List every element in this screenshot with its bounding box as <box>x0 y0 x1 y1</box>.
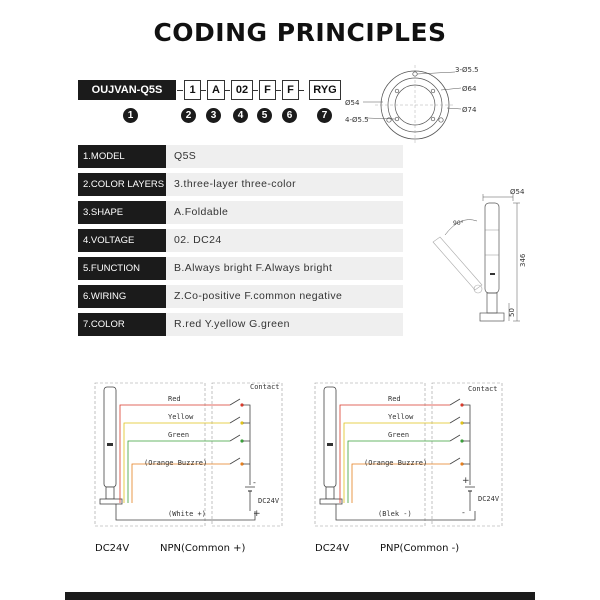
pnp-wire-label-yellow: Yellow <box>388 413 414 421</box>
pnp-supply-label: DC24V <box>478 495 500 503</box>
code-number-2: 2 <box>181 108 196 123</box>
npn-switch <box>230 399 240 405</box>
pnp-wire-label-buzzer: (Orange Buzzre) <box>364 459 428 467</box>
pnp-switch <box>450 399 460 405</box>
code-number-7: 7 <box>317 108 332 123</box>
spec-row-color <box>78 313 403 336</box>
pnp-tower-body <box>324 387 336 487</box>
npn-plus-sign: + <box>253 509 261 519</box>
hole-outer-label: 3-Ø5.5 <box>455 66 479 74</box>
npn-contact-label: Contact <box>250 383 280 391</box>
npn-bottom-left-label: DC24V <box>95 543 130 554</box>
tower-indicator <box>490 273 495 275</box>
spec-label: 7.COLOR <box>78 313 166 336</box>
mount-hole <box>395 117 399 121</box>
code-segment-color: RYG <box>309 80 341 100</box>
npn-wire-label-red: Red <box>168 395 181 403</box>
npn-tower-indicator <box>107 443 113 446</box>
pnp-supply-bus <box>463 405 470 485</box>
hole-inner-label: 4-Ø5.5 <box>345 116 369 124</box>
spec-value: R.red Y.yellow G.green <box>174 318 290 330</box>
code-segment-layers: 1 <box>184 80 201 100</box>
pnp-tower-base <box>320 499 342 504</box>
npn-tower-base <box>100 499 122 504</box>
spec-value: 3.three-layer three-color <box>174 178 297 190</box>
npn-wire-label-buzzer: (Orange Buzzre) <box>144 459 208 467</box>
pnp-wire-orange <box>352 464 450 503</box>
top-view-diagram <box>345 60 495 150</box>
mount-hole <box>431 89 435 93</box>
pnp-wire-label-green: Green <box>388 431 410 439</box>
code-dash <box>224 90 230 91</box>
code-dash <box>200 90 206 91</box>
pnp-wire-green <box>348 441 450 503</box>
d54-label: Ø54 <box>345 99 360 107</box>
base-height-label: 50 <box>508 308 516 317</box>
pnp-switch <box>450 435 460 441</box>
npn-wire-label-green: Green <box>168 431 190 439</box>
code-segment-function: F <box>259 80 276 100</box>
code-number-4: 4 <box>233 108 248 123</box>
pnp-plus-sign: + <box>462 476 470 486</box>
tower-body <box>485 203 499 293</box>
npn-wire-green <box>128 441 230 503</box>
pnp-bottom-left-label: DC24V <box>315 543 350 554</box>
npn-switch <box>230 417 240 423</box>
spec-label: 4.VOLTAGE <box>78 229 166 252</box>
pnp-switch <box>450 417 460 423</box>
height-label: 346 <box>519 253 527 267</box>
fold-angle-label: 90° <box>453 220 464 227</box>
pnp-tower-neck <box>326 487 334 499</box>
npn-tower-neck <box>106 487 114 499</box>
spec-value: B.Always bright F.Always bright <box>174 262 333 274</box>
pnp-contact-frame <box>432 383 502 526</box>
pnp-switch <box>450 458 460 464</box>
folded-tower-outline <box>433 237 482 290</box>
npn-switch <box>230 435 240 441</box>
model-code-badge: OUJVAN-Q5S <box>78 80 176 100</box>
leader-line <box>417 72 455 74</box>
npn-wire-orange <box>132 464 230 503</box>
spec-row-voltage <box>78 229 403 252</box>
leader-line <box>441 88 461 90</box>
spec-label: 2.COLOR LAYERS <box>78 173 166 196</box>
npn-common-label: (White +) <box>168 510 206 518</box>
pnp-contact-label: Contact <box>468 385 498 393</box>
spec-row-function <box>78 257 403 280</box>
mount-hole <box>395 89 399 93</box>
spec-value: 02. DC24 <box>174 234 222 246</box>
spec-value: Z.Co-positive F.common negative <box>174 290 343 302</box>
code-segment-wiring: F <box>282 80 299 100</box>
code-dash <box>177 90 183 91</box>
code-number-3: 3 <box>206 108 221 123</box>
spec-row-color-layers <box>78 173 403 196</box>
code-segment-voltage: 02 <box>231 80 253 100</box>
npn-supply-label: DC24V <box>258 497 280 505</box>
side-view-diagram <box>415 185 535 340</box>
pnp-tower-indicator <box>327 443 333 446</box>
spec-value: Q5S <box>174 150 197 162</box>
code-number-5: 5 <box>257 108 272 123</box>
code-number-6: 6 <box>282 108 297 123</box>
spec-label: 1.MODEL <box>78 145 166 168</box>
npn-wire-label-yellow: Yellow <box>168 413 194 421</box>
code-dash <box>252 90 258 91</box>
d64-label: Ø64 <box>462 85 477 93</box>
spec-row-wiring <box>78 285 403 308</box>
spec-label: 3.SHAPE <box>78 201 166 224</box>
code-dash <box>275 90 281 91</box>
npn-minus-sign: - <box>253 478 256 487</box>
tower-neck <box>487 293 497 313</box>
npn-supply-bus <box>243 405 250 485</box>
pnp-wire-label-red: Red <box>388 395 401 403</box>
spec-row-shape <box>78 201 403 224</box>
spec-label: 6.WIRING <box>78 285 166 308</box>
npn-tower-body <box>104 387 116 487</box>
mount-hole <box>387 118 391 122</box>
npn-switch <box>230 458 240 464</box>
pnp-minus-sign: - <box>462 508 465 517</box>
page-title: CODING PRINCIPLES <box>153 18 447 47</box>
footer-bar <box>65 592 535 600</box>
folded-tower-joint <box>474 285 482 293</box>
pnp-wiring-diagram <box>310 375 510 560</box>
spec-value: A.Foldable <box>174 206 229 218</box>
spec-label: 5.FUNCTION <box>78 257 166 280</box>
npn-bottom-right-label: NPN(Common +) <box>160 543 246 554</box>
mount-hole <box>431 117 435 121</box>
tower-base <box>480 313 504 321</box>
code-segment-shape: A <box>207 80 225 100</box>
top-diameter-label: Ø54 <box>510 188 525 196</box>
d74-label: Ø74 <box>462 106 477 114</box>
npn-wiring-diagram <box>90 375 290 560</box>
code-dash <box>298 90 304 91</box>
pnp-common-label: (Blek -) <box>378 510 412 518</box>
pnp-bottom-right-label: PNP(Common -) <box>380 543 460 554</box>
code-number-1: 1 <box>123 108 138 123</box>
mount-hole <box>439 118 443 122</box>
